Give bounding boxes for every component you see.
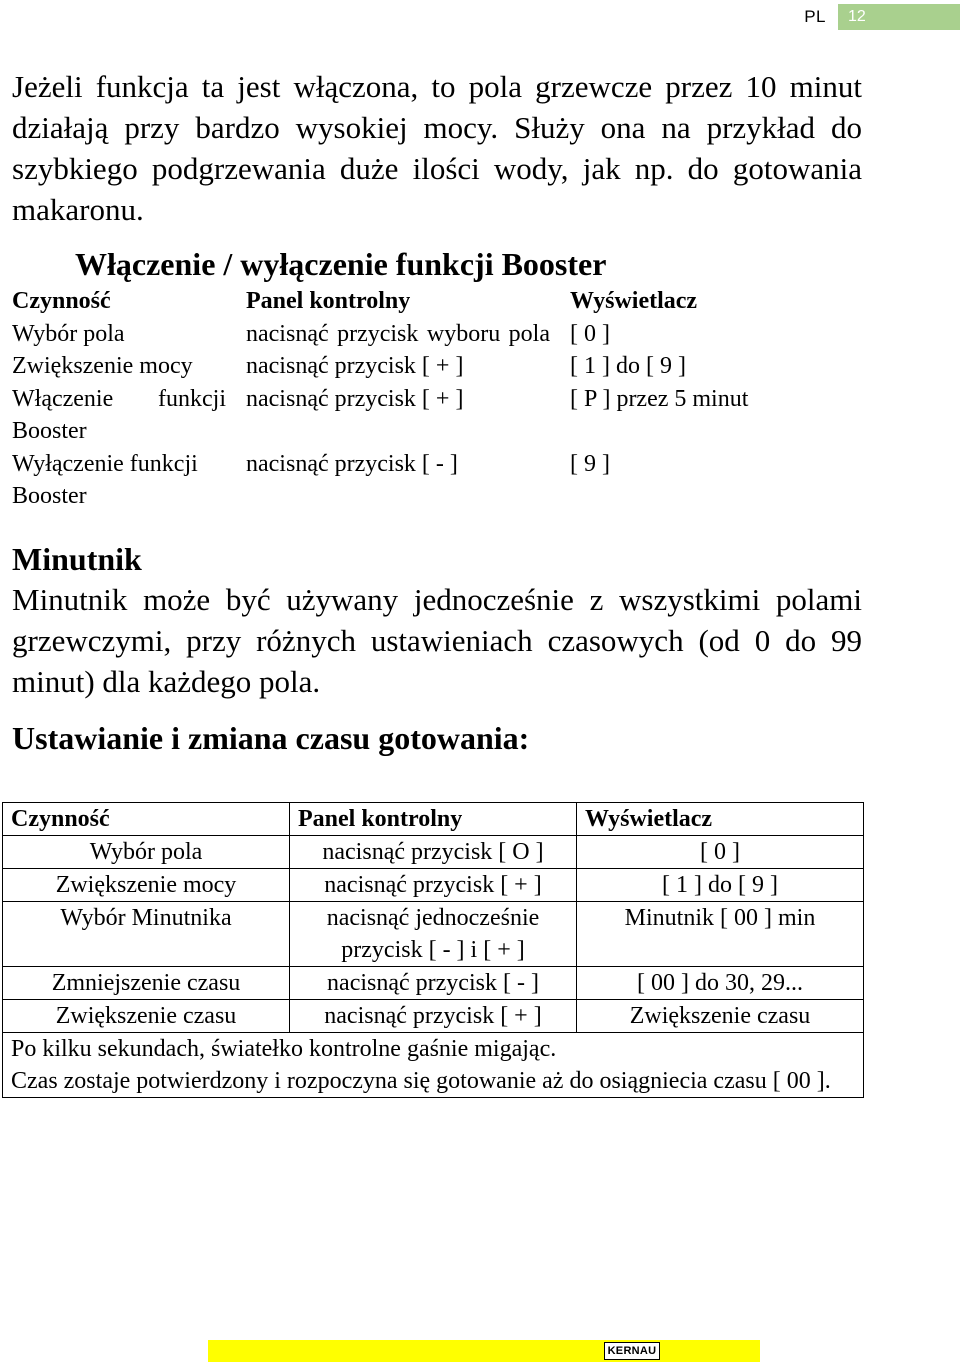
timer-table-header (3, 803, 864, 836)
booster-cell-display: [ P ] przez 5 minut (570, 385, 749, 412)
page-header (804, 4, 960, 30)
booster-cell-panel: nacisnąć przycisk [ + ] (246, 353, 464, 379)
booster-col-action: Czynność (12, 288, 111, 314)
table-row (12, 318, 862, 351)
timer-cell-panel: nacisnąć przycisk [ - ] (290, 967, 577, 1000)
timer-col-action: Czynność (3, 803, 290, 836)
timer-cell-action: Zwiększenie mocy (3, 869, 290, 902)
timer-note-row (3, 1033, 864, 1098)
timer-note-cell (3, 1033, 864, 1098)
footer-bar (208, 1340, 760, 1362)
table-row (3, 902, 864, 967)
timer-cell-display: [ 0 ] (577, 836, 864, 869)
table-row (12, 383, 862, 448)
timer-cell-display: Zwiększenie czasu (577, 1000, 864, 1033)
timer-note-line1: Po kilku sekundach, światełko kontrolne gaśnie migając. (11, 1036, 557, 1062)
booster-col-display: Wyświetlacz (570, 288, 698, 314)
booster-heading: Włączenie / wyłączenie funkcji Booster (75, 246, 607, 282)
table-row (3, 1000, 864, 1033)
timer-setting-heading: Ustawianie i zmiana czasu gotowania: (12, 719, 530, 756)
booster-cell-display: [ 1 ] do [ 9 ] (570, 353, 686, 379)
booster-cell-display: [ 9 ] (570, 450, 610, 477)
intro-paragraph: Jeżeli funkcja ta jest włączona, to pola grzewcze przez 10 minut działają przy bardzo wysokiej mocy. Służy ona na przykład do szybkiego podgrzewania duże ilości wody, jak np. do gotowania makaronu. (12, 69, 862, 227)
table-row (3, 967, 864, 1000)
timer-cell-action: Zmniejszenie czasu (3, 967, 290, 1000)
timer-cell-panel: nacisnąć przycisk [ O ] (290, 836, 577, 869)
booster-cell-action (12, 383, 246, 448)
timer-cell-display: [ 00 ] do 30, 29... (577, 967, 864, 1000)
timer-col-panel: Panel kontrolny (290, 803, 577, 836)
timer-cell-panel: nacisnąć jednocześnie przycisk [ - ] i [ + ] (290, 902, 577, 967)
booster-cell-action-text: Włączenie funkcji Booster (12, 385, 226, 444)
booster-cell-action: Wybór pola (12, 320, 125, 347)
table-row (12, 350, 862, 383)
booster-cell-display: [ 0 ] (570, 320, 610, 347)
page-content (12, 66, 862, 758)
timer-cell-action: Wybór Minutnika (3, 902, 290, 967)
minutnik-paragraph: Minutnik może być używany jednocześnie z wszystkimi polami grzewczymi, przy różnych ustawieniach czasowych (od 0 do 99 minut) dla każdego pola. (12, 581, 862, 699)
timer-cell-display: Minutnik [ 00 ] min (577, 902, 864, 967)
booster-cell-panel-text: nacisnąć przycisk wyboru pola (246, 320, 550, 347)
booster-cell-action: Zwiększenie mocy (12, 353, 193, 379)
page-number: 12 (838, 4, 960, 30)
table-row (12, 448, 862, 513)
booster-table-header (12, 285, 862, 318)
booster-cell-action: Wyłączenie funkcji Booster (12, 450, 198, 509)
timer-note-line2: Czas zostaje potwierdzony i rozpoczyna się gotowanie aż do osiągniecia czasu [ 00 ]. (11, 1068, 831, 1094)
table-row (3, 869, 864, 902)
booster-cell-panel (246, 318, 570, 351)
table-row (3, 836, 864, 869)
timer-cell-panel: nacisnąć przycisk [ + ] (290, 869, 577, 902)
timer-cell-action: Zwiększenie czasu (3, 1000, 290, 1033)
timer-cell-action: Wybór pola (3, 836, 290, 869)
booster-table (12, 285, 862, 513)
language-code: PL (804, 7, 826, 26)
booster-cell-panel: nacisnąć przycisk [ - ] (246, 450, 458, 477)
timer-table (2, 802, 864, 1098)
timer-cell-panel: nacisnąć przycisk [ + ] (290, 1000, 577, 1033)
brand-logo: KERNAU (604, 1342, 660, 1360)
timer-cell-display: [ 1 ] do [ 9 ] (577, 869, 864, 902)
booster-cell-panel: nacisnąć przycisk [ + ] (246, 385, 464, 412)
booster-col-panel: Panel kontrolny (246, 288, 411, 314)
minutnik-heading: Minutnik (12, 540, 142, 577)
timer-col-display: Wyświetlacz (577, 803, 864, 836)
